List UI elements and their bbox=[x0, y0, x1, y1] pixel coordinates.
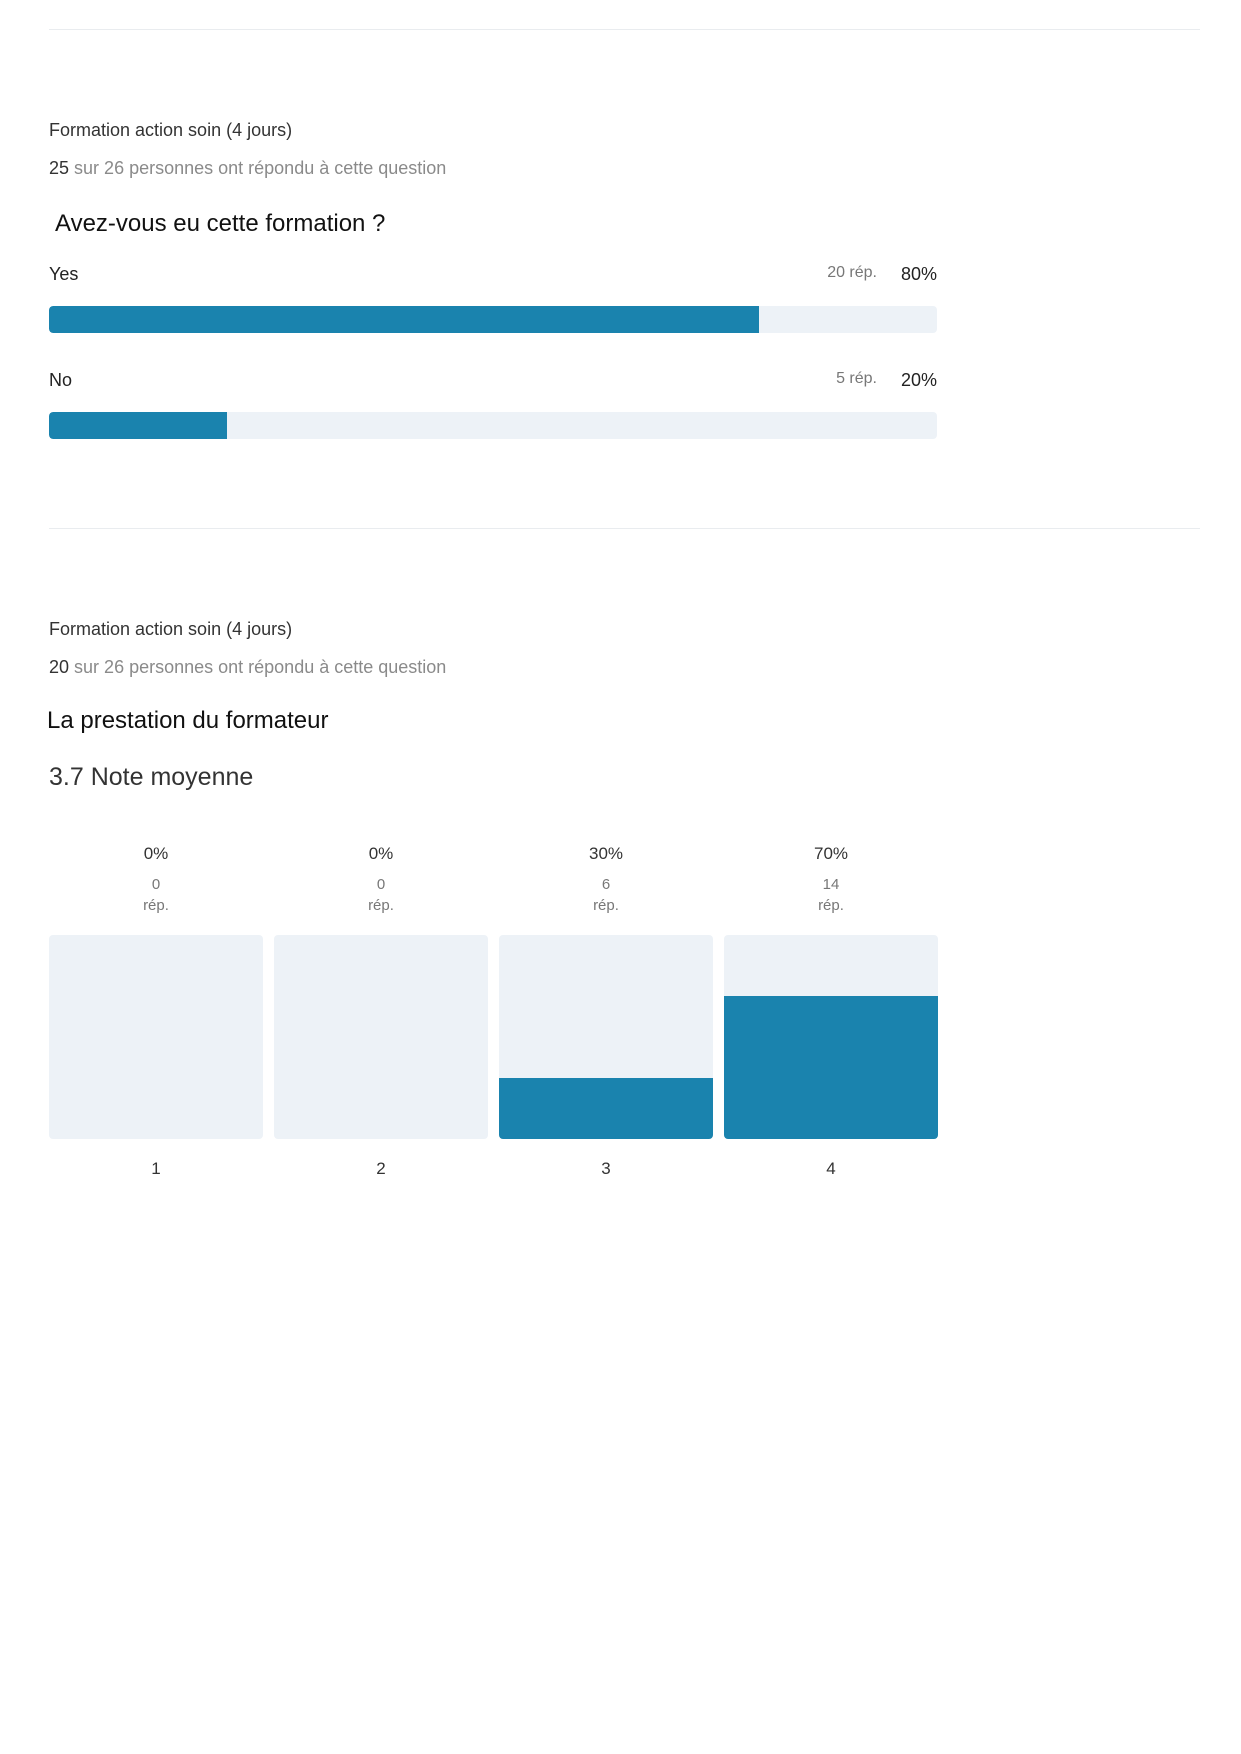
option-label: Yes bbox=[49, 264, 79, 284]
answered-count: 25 bbox=[49, 158, 70, 178]
column-percent-label: 70% bbox=[813, 844, 849, 863]
section-divider bbox=[49, 528, 1200, 529]
option-bar-fill-yes bbox=[49, 306, 759, 333]
rating-distribution-chart bbox=[49, 844, 949, 1184]
column-bar-track bbox=[724, 935, 938, 1139]
answered-summary bbox=[49, 657, 446, 678]
rating-column-3 bbox=[499, 844, 713, 1184]
option-label: No bbox=[49, 370, 73, 390]
column-bar-track bbox=[499, 935, 713, 1139]
top-divider bbox=[49, 29, 1200, 30]
column-bar-track bbox=[274, 935, 488, 1139]
column-category-label: 1 bbox=[151, 1159, 161, 1178]
answered-summary bbox=[49, 158, 446, 179]
column-count-unit: rép. bbox=[143, 897, 169, 914]
option-percent: 20% bbox=[900, 370, 937, 390]
answered-text: sur 26 personnes ont répondu à cette question bbox=[74, 158, 447, 178]
rating-column-1 bbox=[49, 844, 263, 1184]
option-count: 20 rép. bbox=[827, 264, 877, 281]
column-percent-label: 0% bbox=[143, 844, 169, 863]
option-bar-fill-no bbox=[49, 412, 227, 439]
option-bar-track-no bbox=[49, 412, 937, 439]
section-title: Formation action soin (4 jours) bbox=[49, 120, 293, 140]
column-count-label: 0 bbox=[376, 876, 386, 893]
rating-column-2 bbox=[274, 844, 488, 1184]
column-count-unit: rép. bbox=[593, 897, 619, 914]
column-count-label: 14 bbox=[822, 876, 840, 893]
rating-column-4 bbox=[724, 844, 938, 1184]
question-section-2 bbox=[49, 619, 1200, 1189]
option-percent: 80% bbox=[900, 264, 937, 284]
column-count-label: 0 bbox=[151, 876, 161, 893]
answered-text: sur 26 personnes ont répondu à cette question bbox=[74, 657, 447, 677]
column-count-unit: rép. bbox=[368, 897, 394, 914]
column-count-label: 6 bbox=[601, 876, 611, 893]
column-bar-track bbox=[49, 935, 263, 1139]
option-bar-track-yes bbox=[49, 306, 937, 333]
column-bar bbox=[499, 1078, 713, 1139]
column-bar bbox=[724, 996, 938, 1139]
question-title: Avez-vous eu cette formation ? bbox=[55, 210, 386, 237]
answered-count: 20 bbox=[49, 657, 70, 677]
section-title: Formation action soin (4 jours) bbox=[49, 619, 293, 639]
column-count-unit: rép. bbox=[818, 897, 844, 914]
column-category-label: 2 bbox=[376, 1159, 386, 1178]
column-percent-label: 0% bbox=[368, 844, 394, 863]
option-count: 5 rép. bbox=[836, 370, 877, 387]
column-percent-label: 30% bbox=[588, 844, 624, 863]
average-rating: 3.7 Note moyenne bbox=[49, 763, 254, 791]
question-title: La prestation du formateur bbox=[47, 707, 329, 734]
question-section-1 bbox=[49, 120, 1200, 450]
column-category-label: 3 bbox=[601, 1159, 611, 1178]
column-category-label: 4 bbox=[826, 1159, 836, 1178]
